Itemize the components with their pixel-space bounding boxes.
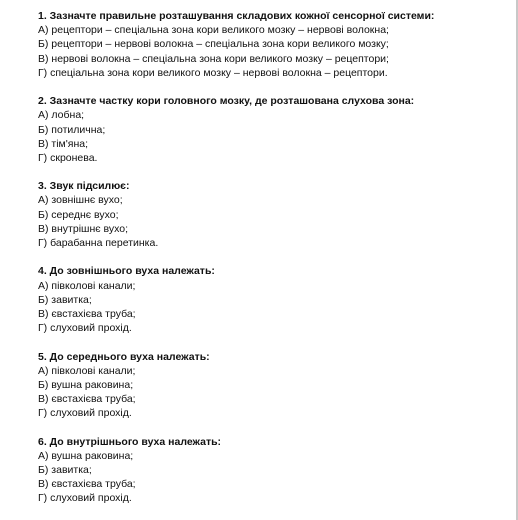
answer-option: А) півколові канали; [38,279,136,292]
answer-option: В) євстахієва труба; [38,307,136,320]
answer-option: Г) слуховий прохід. [38,492,132,505]
paragraph-gap [38,250,510,264]
question-1 [38,9,510,80]
answer-option: Б) завитка; [38,464,92,476]
answer-option: А) лобна; [38,109,85,122]
question-title: 5. До середнього вуха належать: [38,350,210,363]
answer-option: В) євстахієва труба; [38,393,136,406]
answer-option: А) зовнішнє вухо; [38,194,123,207]
question-title: 4. До зовнішнього вуха належать: [38,265,215,278]
answer-option: Г) барабанна перетинка. [38,237,159,249]
paragraph-gap [38,80,510,94]
answer-option: Г) спеціальна зона кори великого мозку – нервові волокна – рецептори. [38,66,388,79]
quiz-content [38,9,510,506]
answer-option: Г) скронева. [38,151,98,164]
paragraph-gap [38,335,510,349]
paragraph-gap [38,165,510,179]
question-4 [38,264,510,335]
question-2 [38,94,510,165]
answer-option: Б) середнє вухо; [38,208,119,221]
answer-option: В) євстахієва труба; [38,478,136,491]
question-6 [38,435,510,506]
answer-option: В) внутрішнє вухо; [38,222,129,235]
answer-option: Б) завитка; [38,293,92,306]
answer-option: Г) слуховий прохід. [38,407,132,420]
answer-option: В) тім'яна; [38,137,89,150]
answer-option: Б) рецептори – нервові волокна – спеціальна зона кори великого мозку; [38,38,389,51]
question-title: 3. Звук підсилює: [38,180,130,193]
answer-option: Б) потилична; [38,123,106,136]
paragraph-gap [38,420,510,434]
answer-option: Г) слуховий прохід. [38,322,132,335]
question-title: 2. Зазначте частку кори головного мозку, де розташована слухова зона: [38,95,415,108]
answer-option: А) півколові канали; [38,364,136,377]
question-title: 6. До внутрішнього вуха належать: [38,435,222,448]
answer-option: Б) вушна раковина; [38,378,134,391]
question-title: 1. Зазначте правильне розташування складових кожної сенсорної системи: [38,10,435,22]
question-5 [38,350,510,421]
answer-option: А) рецептори – спеціальна зона кори великого мозку – нервові волокна; [38,24,389,37]
question-3 [38,179,510,250]
answer-option: А) вушна раковина; [38,449,134,462]
answer-option: В) нервові волокна – спеціальна зона кори великого мозку – рецептори; [38,52,389,65]
